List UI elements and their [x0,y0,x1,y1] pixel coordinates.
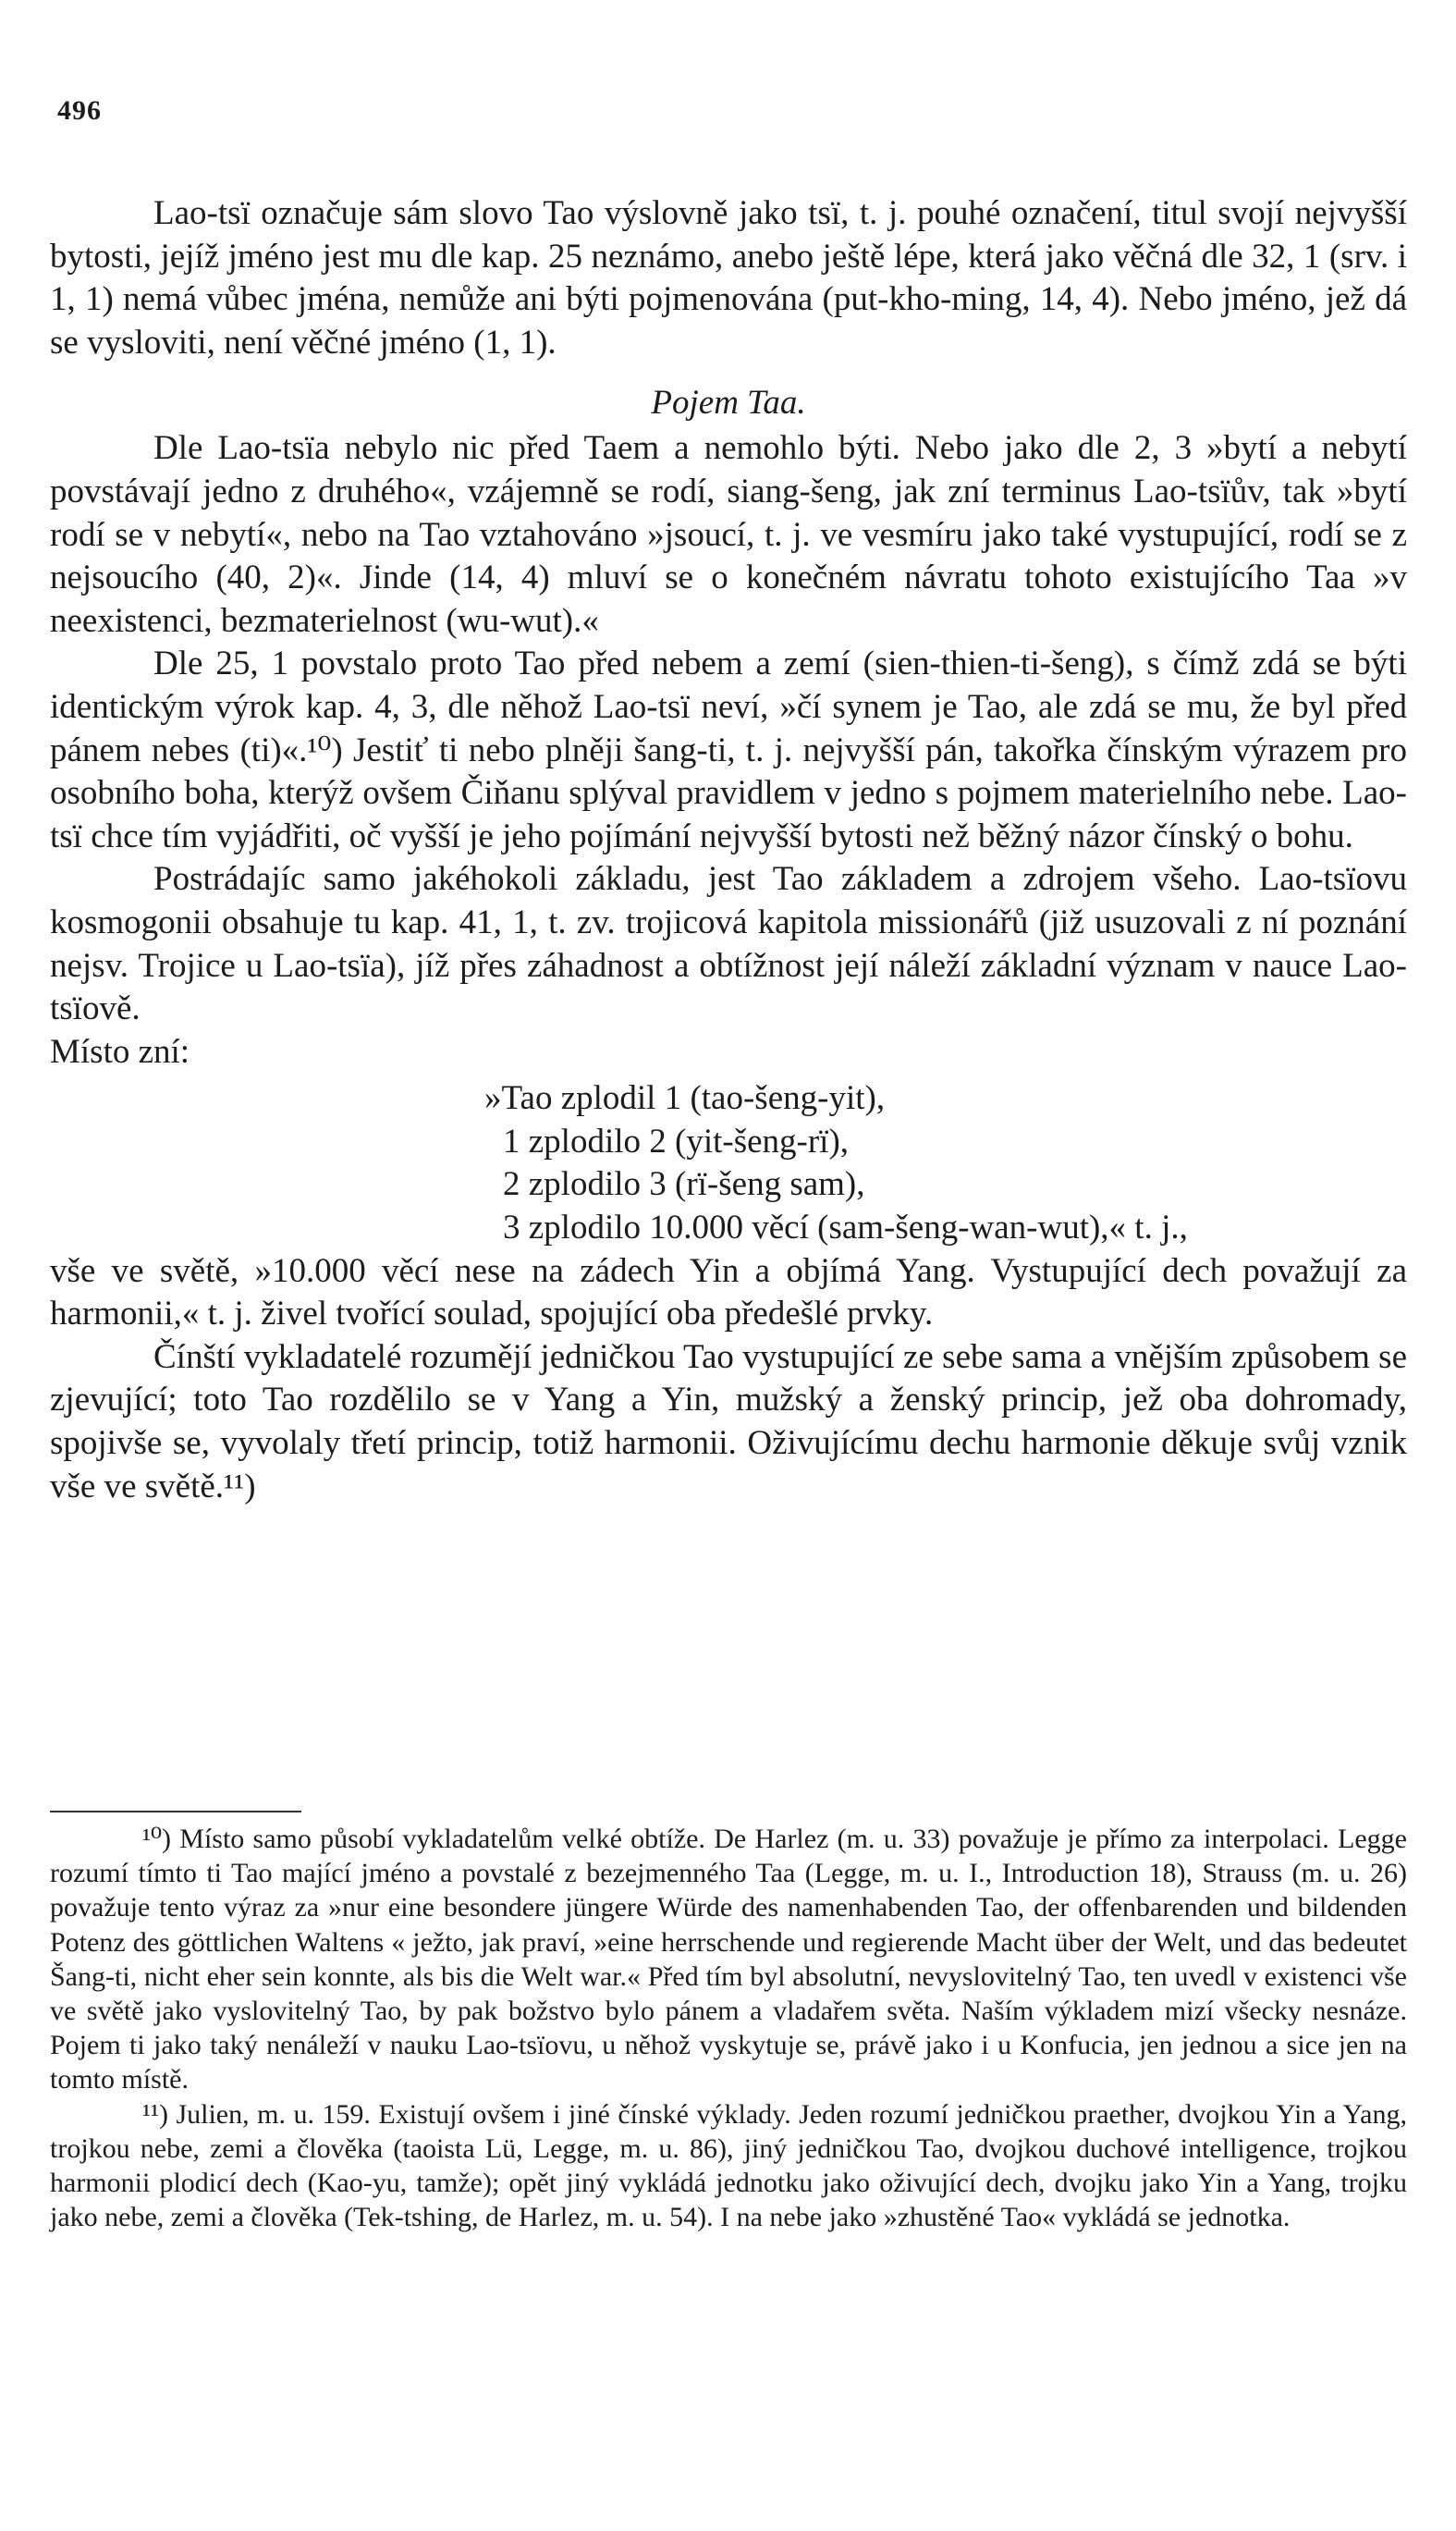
verse-line: »Tao zplodil 1 (tao-šeng-yit), [484,1079,886,1118]
paragraph-commentators: Čínští vykladatelé rozumějí jedničkou Tao vystupující ze sebe sama a vnějším způsobem se zjevující; toto Tao rozdělilo se v Yang a Yin, mužský a ženský princip, jež oba dohromady, spojivše se, vyvolaly třetí princip, totiž harmonii. Oživujícímu dechu harmonie děkuje svůj vznik vše ve světě.¹¹) [50,1337,1407,1505]
verse-line: 3 zplodilo 10.000 věcí (sam-šeng-wan-wut),« t. j., [503,1209,1188,1247]
paragraph-cosmogony: Postrádajíc samo jakéhokoli základu, jest Tao základem a zdrojem všeho. Lao-tsïovu kosmogonii obsahuje tu kap. 41, 1, t. zv. trojicová kapitola missionářů (již usuzovali z ní poznání nejsv. Trojice u Lao-tsïa), jíž přes záhadnost a obtížnost její náleží základní význam v nauce Lao-tsïově. [50,860,1407,1028]
paragraph-before-heaven: Dle 25, 1 povstalo proto Tao před nebem a zemí (sien-thien-ti-šeng), s čímž zdá se býti identickým výrok kap. 4, 3, dle něhož Lao-tsï neví, »čí synem je Tao, ale zdá se mu, že byl před pánem nebes (ti)«.¹⁰) Jestiť ti nebo plněji šang-ti, t. j. nejvyšší pán, takořka čínským výrazem pro osobního boha, kterýž ovšem Čiňanu splýval pravidlem v jedno s pojmem materielního nebe. Lao-tsï chce tím vyjádřiti, oč vyšší je jeho pojímání nejvyšší bytosti než běžný názor čínský o bohu. [50,645,1407,855]
main-text [50,192,1407,1508]
footnote-11: ¹¹) Julien, m. u. 159. Existují ovšem i jiné čínské výklady. Jeden rozumí jedničkou praether, dvojkou Yin a Yang, trojkou nebe, zemi a člověka (taoista Lü, Legge, m. u. 86), jiný jedničkou Tao, dvojkou duchové intelligence, trojkou harmonii plodicí dech (Kao-yu, tamže); opět jiný vykládá jednotku jako oživující dech, dvojku jako Yin a Yang, trojku jako nebe, zemi a člověka (Tek-tshing, de Harlez, m. u. 54). I na nebe jako »zhustěné Tao« vykládá se jednotka. [50,2098,1407,2233]
section-heading: Pojem Taa. [651,384,806,423]
paragraph-origin: Dle Lao-tsïa nebylo nic před Taem a nemohlo býti. Nebo jako dle 2, 3 »bytí a nebytí povstávají jedno z druhého«, vzájemně se rodí, siang-šeng, jak zní terminus Lao-tsïův, tak »bytí rodí se v nebytí«, nebo na Tao vztahováno »jsoucí, t. j. ve vesmíru jako také vystupující, rodí se z nejsoucího (40, 2)«. Jinde (14, 4) mluví se o konečném návratu tohoto existujícího Taa »v neexistenci, bezmaterielnost (wu-wut).« [50,429,1407,640]
quote-intro: Místo zní: [50,1032,190,1071]
footnote-divider [50,1811,301,1812]
paragraph-yin-yang: vše ve světě, »10.000 věcí nese na zádech Yin a objímá Yang. Vystupující dech považují za harmonii,« t. j. živel tvořící soulad, spojující oba předešlé prvky. [50,1251,1407,1333]
paragraph-intro: Lao-tsï označuje sám slovo Tao výslovně jako tsï, t. j. pouhé označení, titul svojí nejvyšší bytosti, jejíž jméno jest mu dle kap. 25 neznámo, anebo ještě lépe, která jako věčná dle 32, 1 (srv. i 1, 1) nemá vůbec jména, nemůže ani býti pojmenována (put-kho-ming, 14, 4). Nebo jméno, jež dá se vysloviti, není věčné jméno (1, 1). [50,194,1407,362]
footnotes [50,1822,1407,2234]
verse-line: 2 zplodilo 3 (rï-šeng sam), [503,1165,865,1204]
verse-line: 1 zplodilo 2 (yit-šeng-rï), [503,1122,850,1161]
footnote-10: ¹⁰) Místo samo působí vykladatelům velké obtíže. De Harlez (m. u. 33) považuje je přímo za interpolaci. Legge rozumí tímto ti Tao mající jméno a povstalé z bezejmenného Taa (Legge, m. u. I., Introduction 18), Strauss (m. u. 26) považuje tento výraz za »nur eine besondere jüngere Würde des namenhabenden Tao, der offenbarenden und bildenden Potenz des göttlichen Waltens « ježto, jak praví, »eine herrschende und regierende Macht über der Welt, und das bedeutet Šang-ti, nicht eher sein konnte, als bis die Welt war.« Před tím byl absolutní, nevyslovitelný Tao, ten uvedl v existenci vše ve světě jako vyslovitelný Tao, by pak božstvo bylo pánem a vladařem světa. Naším výkladem mizí všecky nesnáze. Pojem ti jako taký nenáleží v nauku Lao-tsïovu, u něhož vyskytuje se, právě jako i u Konfucia, jen jednou a sice jen na tomto místě. [50,1824,1407,2095]
verse-quote [50,1077,1407,1249]
page-number: 496 [57,95,102,126]
